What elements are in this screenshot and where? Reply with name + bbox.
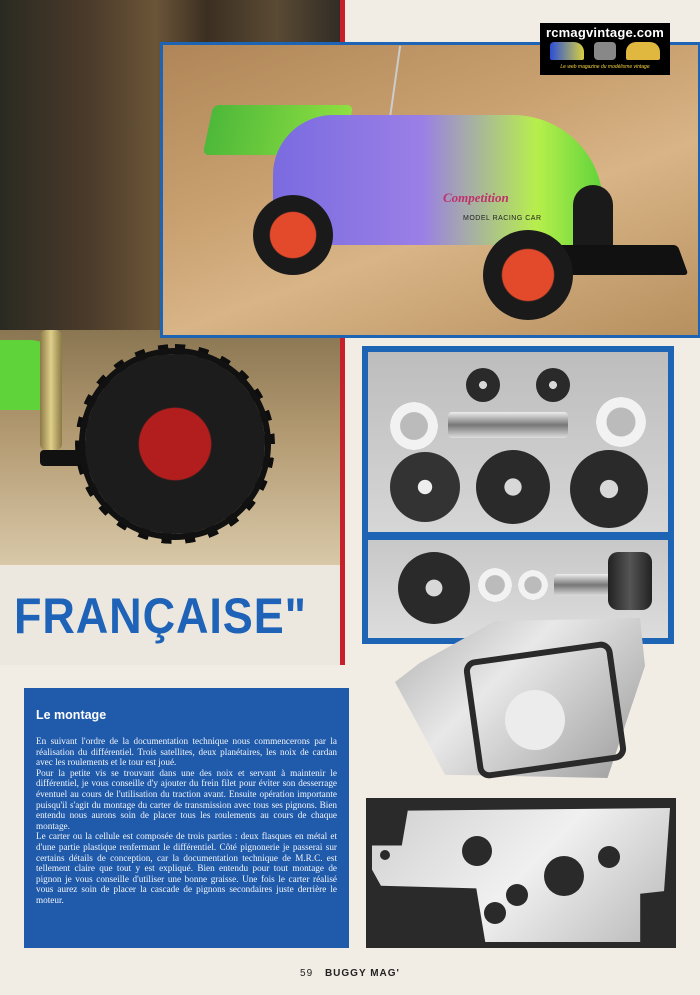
plate-hole — [598, 846, 620, 868]
bearing-ring — [596, 397, 646, 447]
gear-icon — [536, 368, 570, 402]
body-paragraph: Pour la petite vis se trouvant dans une des noix et servant à maintenir le différentiel, je vous conseille d'y ajouter du frein filet pour éviter son desserrage éventuel au cours de l'utilisation du traction avant. Ensuite opération importante puisqu'il s'agit du montage du carter de transmission avec tous ses pignons. Bien entendu nous aurons soin de placer tous les roulements au cours de chaque montage. — [36, 767, 337, 831]
front-bumper — [558, 245, 689, 275]
car-decal: Competition — [443, 190, 509, 205]
section-title: Le montage — [36, 708, 107, 722]
photo-buggy-racing — [163, 45, 698, 335]
logo-icons — [546, 42, 664, 62]
headline: FRANÇAISE" — [14, 588, 307, 644]
body-paragraph: Le carter ou la cellule est composée de trois parties : deux flasques en métal et d'une partie plastique renfermant le différentiel. Côté pignonerie je passerai sur certains détails de conception, car la documentation technique de M.R.C. est tellement claire que tout y est expliqué. Bien entendu pour tout montage de pignon je vous conseille d'utiliser une bonne graisse. Une fois le carter réalisé vous aurez soin de placer la cascade de pignons secondaires juste derrière le moteur. — [36, 831, 337, 905]
spur-gear — [398, 552, 470, 624]
buggy-icon — [550, 42, 584, 60]
body-paragraph: En suivant l'ordre de la documentation technique nous commencerons par la réalisation du différentiel. Trois satellites, deux planétaires, les noix de cardan avec les roulements et le tour est joué. — [36, 736, 337, 768]
photo-wheel-closeup — [0, 330, 340, 565]
gearbox-case-hole — [505, 690, 565, 750]
logo-tagline: Le web magazine du modélisme vintage — [560, 64, 650, 70]
photo-metal-plate — [366, 798, 676, 948]
differential-housing — [476, 450, 550, 524]
logo-title: rcmagvintage.com — [545, 25, 665, 40]
bearing-ring — [390, 402, 438, 450]
red-rim-wheel — [85, 354, 265, 534]
plate-hole — [544, 856, 584, 896]
metal-flange-plate — [372, 808, 670, 942]
crown-gear — [570, 450, 648, 528]
plate-hole — [462, 836, 492, 866]
plate-hole — [506, 884, 528, 906]
pinion-gear — [608, 552, 652, 610]
page-footer — [0, 968, 700, 988]
engine-icon — [594, 42, 616, 60]
photo-differential-parts — [368, 352, 668, 532]
plate-hole — [484, 902, 506, 924]
article-text-box — [24, 688, 349, 948]
bearing-ring — [478, 568, 512, 602]
rear-wheel — [253, 195, 333, 275]
antenna — [388, 46, 401, 125]
car-icon — [626, 42, 660, 60]
drive-shaft — [448, 412, 568, 438]
magazine-name: BUGGY MAG' — [324, 968, 400, 979]
shock-absorber — [40, 330, 62, 450]
site-logo[interactable] — [540, 23, 670, 75]
car-decal-sub: MODEL RACING CAR — [463, 215, 542, 222]
front-wheel — [483, 230, 573, 320]
flange-disc — [390, 452, 460, 522]
bearing-ring — [518, 570, 548, 600]
page-number: 59 — [300, 968, 314, 979]
plate-hole — [380, 850, 390, 860]
gear-icon — [466, 368, 500, 402]
